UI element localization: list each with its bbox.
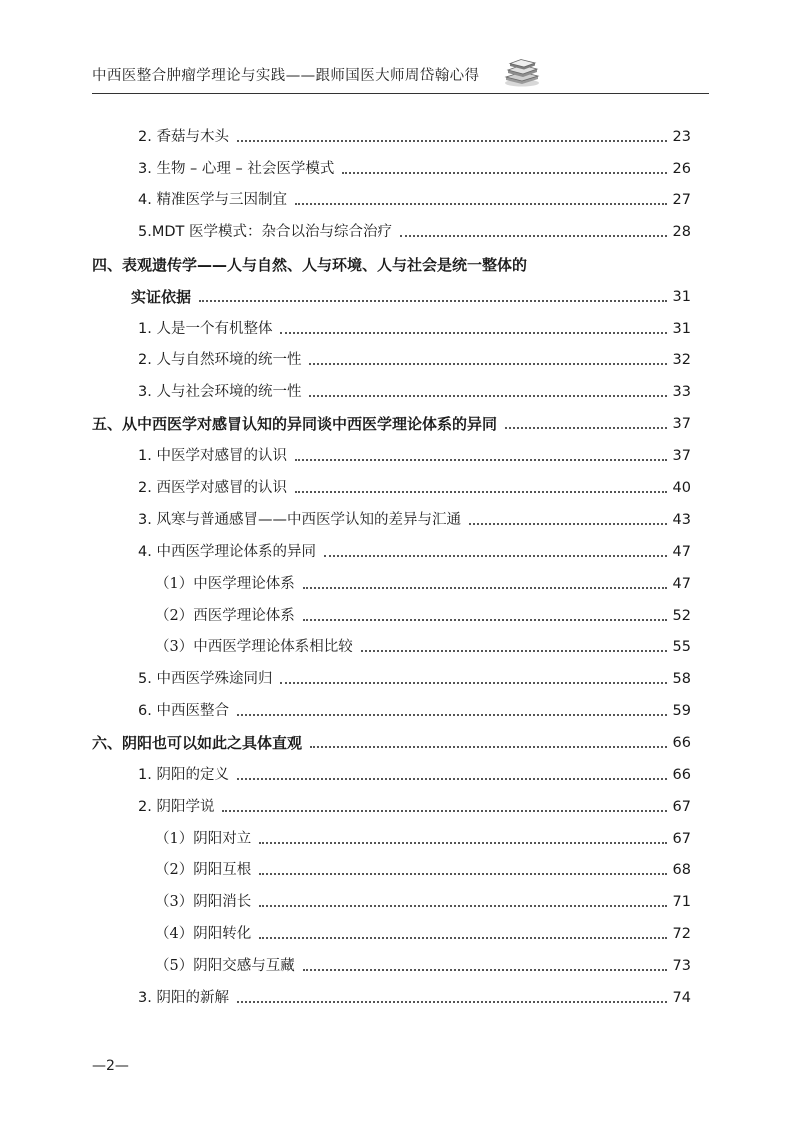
leader-dots — [237, 778, 667, 780]
toc-section-title: 六、阴阳也可以如此之具体直观 — [92, 734, 303, 752]
toc-entry-page: 52 — [672, 608, 691, 624]
header-title: 中西医整合肿瘤学理论与实践——跟师国医大师周岱翰心得 — [92, 68, 480, 84]
toc-entry[interactable] — [138, 348, 691, 370]
toc-entry-title: 3. 人与社会环境的统一性 — [138, 384, 302, 400]
leader-dots — [400, 235, 667, 237]
toc-entry-title: 5. 中西医学殊途同归 — [138, 671, 273, 687]
toc-entry-title: 5.MDT 医学模式：杂合以治与综合治疗 — [138, 224, 392, 240]
toc-entry-page: 58 — [672, 671, 691, 687]
toc-entry-title: 1. 阴阳的定义 — [138, 767, 229, 783]
leader-dots — [303, 587, 667, 589]
toc-entry-title: （1）中医学理论体系 — [155, 576, 295, 592]
toc-entry-title: （3）中西医学理论体系相比较 — [155, 639, 353, 655]
page-number: —2— — [92, 1058, 129, 1074]
toc-entry[interactable] — [138, 763, 691, 785]
toc-entry[interactable] — [138, 986, 691, 1008]
toc-subentry[interactable] — [155, 890, 691, 912]
toc-entry[interactable] — [138, 667, 691, 689]
toc-section-title: 四、表观遗传学——人与自然、人与环境、人与社会是统一整体的 — [92, 256, 528, 274]
toc-entry-page: 47 — [672, 576, 691, 592]
toc-entry-page: 55 — [672, 639, 691, 655]
toc-entry-title: （2）西医学理论体系 — [155, 608, 295, 624]
toc-entry-title: 1. 中医学对感冒的认识 — [138, 448, 287, 464]
running-header — [92, 62, 544, 94]
toc-entry-page: 67 — [672, 831, 691, 847]
toc-entry[interactable] — [138, 444, 691, 466]
leader-dots — [280, 332, 666, 334]
toc-entry-page: 31 — [672, 289, 691, 305]
toc-entry-page: 33 — [672, 384, 691, 400]
toc-entry-title: （3）阴阳消长 — [155, 894, 252, 910]
toc-entry[interactable] — [138, 125, 691, 147]
toc-subentry[interactable] — [155, 827, 691, 849]
toc-entry-page: 32 — [672, 352, 691, 368]
toc-subentry[interactable] — [155, 604, 691, 626]
leader-dots — [237, 1001, 667, 1003]
leader-dots — [280, 682, 666, 684]
toc-entry[interactable] — [138, 380, 691, 402]
stacked-books-icon — [502, 56, 542, 88]
toc-entry-title: （4）阴阳转化 — [155, 926, 252, 942]
leader-dots — [309, 395, 666, 397]
toc-entry-title: 3. 生物 – 心理 – 社会医学模式 — [138, 161, 335, 177]
toc-entry-title: 3. 风寒与普通感冒——中西医学认知的差异与汇通 — [138, 512, 461, 528]
toc-entry-page: 23 — [672, 129, 691, 145]
leader-dots — [222, 810, 666, 812]
toc-entry-title: 2. 阴阳学说 — [138, 799, 215, 815]
toc-entry-page: 72 — [672, 926, 691, 942]
toc-entry-page: 73 — [672, 958, 691, 974]
toc-entry-page: 71 — [672, 894, 691, 910]
toc-entry[interactable] — [138, 476, 691, 498]
toc-section[interactable] — [92, 412, 691, 434]
leader-dots — [361, 650, 667, 652]
leader-dots — [324, 555, 667, 557]
toc-entry[interactable] — [138, 540, 691, 562]
toc-subentry[interactable] — [155, 922, 691, 944]
toc-entry-title: 1. 人是一个有机整体 — [138, 321, 273, 337]
toc-subentry[interactable] — [155, 954, 691, 976]
leader-dots — [469, 523, 667, 525]
toc-entry-page: 47 — [672, 544, 691, 560]
leader-dots — [199, 300, 667, 302]
toc-entry-page: 59 — [672, 703, 691, 719]
toc-entry-title: 2. 西医学对感冒的认识 — [138, 480, 287, 496]
leader-dots — [295, 203, 667, 205]
toc-entry[interactable] — [138, 508, 691, 530]
toc-entry-title: 2. 香菇与木头 — [138, 129, 229, 145]
toc-section-title: 五、从中西医学对感冒认知的异同谈中西医学理论体系的异同 — [92, 415, 498, 433]
toc-entry-title: （1）阴阳对立 — [155, 831, 252, 847]
toc-entry-page: 40 — [672, 480, 691, 496]
leader-dots — [295, 491, 667, 493]
header-divider — [92, 93, 709, 94]
toc-entry[interactable] — [138, 157, 691, 179]
leader-dots — [259, 873, 666, 875]
toc-entry-page: 26 — [672, 161, 691, 177]
toc-section[interactable] — [92, 253, 691, 275]
toc-entry[interactable] — [138, 188, 691, 210]
leader-dots — [259, 842, 666, 844]
leader-dots — [303, 619, 667, 621]
toc-entry-title: 3. 阴阳的新解 — [138, 990, 229, 1006]
toc-entry-page: 28 — [672, 224, 691, 240]
toc-entry[interactable] — [138, 220, 691, 242]
toc-subentry[interactable] — [155, 635, 691, 657]
toc-entry-page: 31 — [672, 321, 691, 337]
leader-dots — [342, 172, 666, 174]
toc-entry-page: 66 — [672, 767, 691, 783]
leader-dots — [237, 140, 667, 142]
toc-entry-page: 68 — [672, 862, 691, 878]
toc-section-title: 实证依据 — [131, 288, 192, 306]
leader-dots — [295, 459, 667, 461]
toc-entry[interactable] — [138, 317, 691, 339]
toc-entry[interactable] — [138, 699, 691, 721]
leader-dots — [303, 969, 667, 971]
leader-dots — [237, 714, 667, 716]
toc-entry-page: 37 — [672, 416, 691, 432]
toc-entry-page: 66 — [672, 735, 691, 751]
toc-entry[interactable] — [138, 795, 691, 817]
toc-entry-title: （5）阴阳交感与互藏 — [155, 958, 295, 974]
leader-dots — [505, 427, 667, 429]
leader-dots — [310, 746, 667, 748]
toc-section[interactable] — [92, 731, 691, 753]
toc-entry-title: （2）阴阳互根 — [155, 862, 252, 878]
toc-section-continued[interactable] — [131, 285, 691, 307]
toc-entry-page: 43 — [672, 512, 691, 528]
toc-subentry[interactable] — [155, 858, 691, 880]
toc-entry-page: 74 — [672, 990, 691, 1006]
leader-dots — [259, 905, 666, 907]
toc-entry-title: 6. 中西医整合 — [138, 703, 229, 719]
toc-entry-page: 37 — [672, 448, 691, 464]
toc-subentry[interactable] — [155, 572, 691, 594]
leader-dots — [259, 937, 666, 939]
toc-entry-title: 4. 精准医学与三因制宜 — [138, 192, 287, 208]
toc-entry-title: 2. 人与自然环境的统一性 — [138, 352, 302, 368]
toc-entry-page: 27 — [672, 192, 691, 208]
toc-entry-page: 67 — [672, 799, 691, 815]
leader-dots — [309, 363, 666, 365]
toc-entry-title: 4. 中西医学理论体系的异同 — [138, 544, 316, 560]
